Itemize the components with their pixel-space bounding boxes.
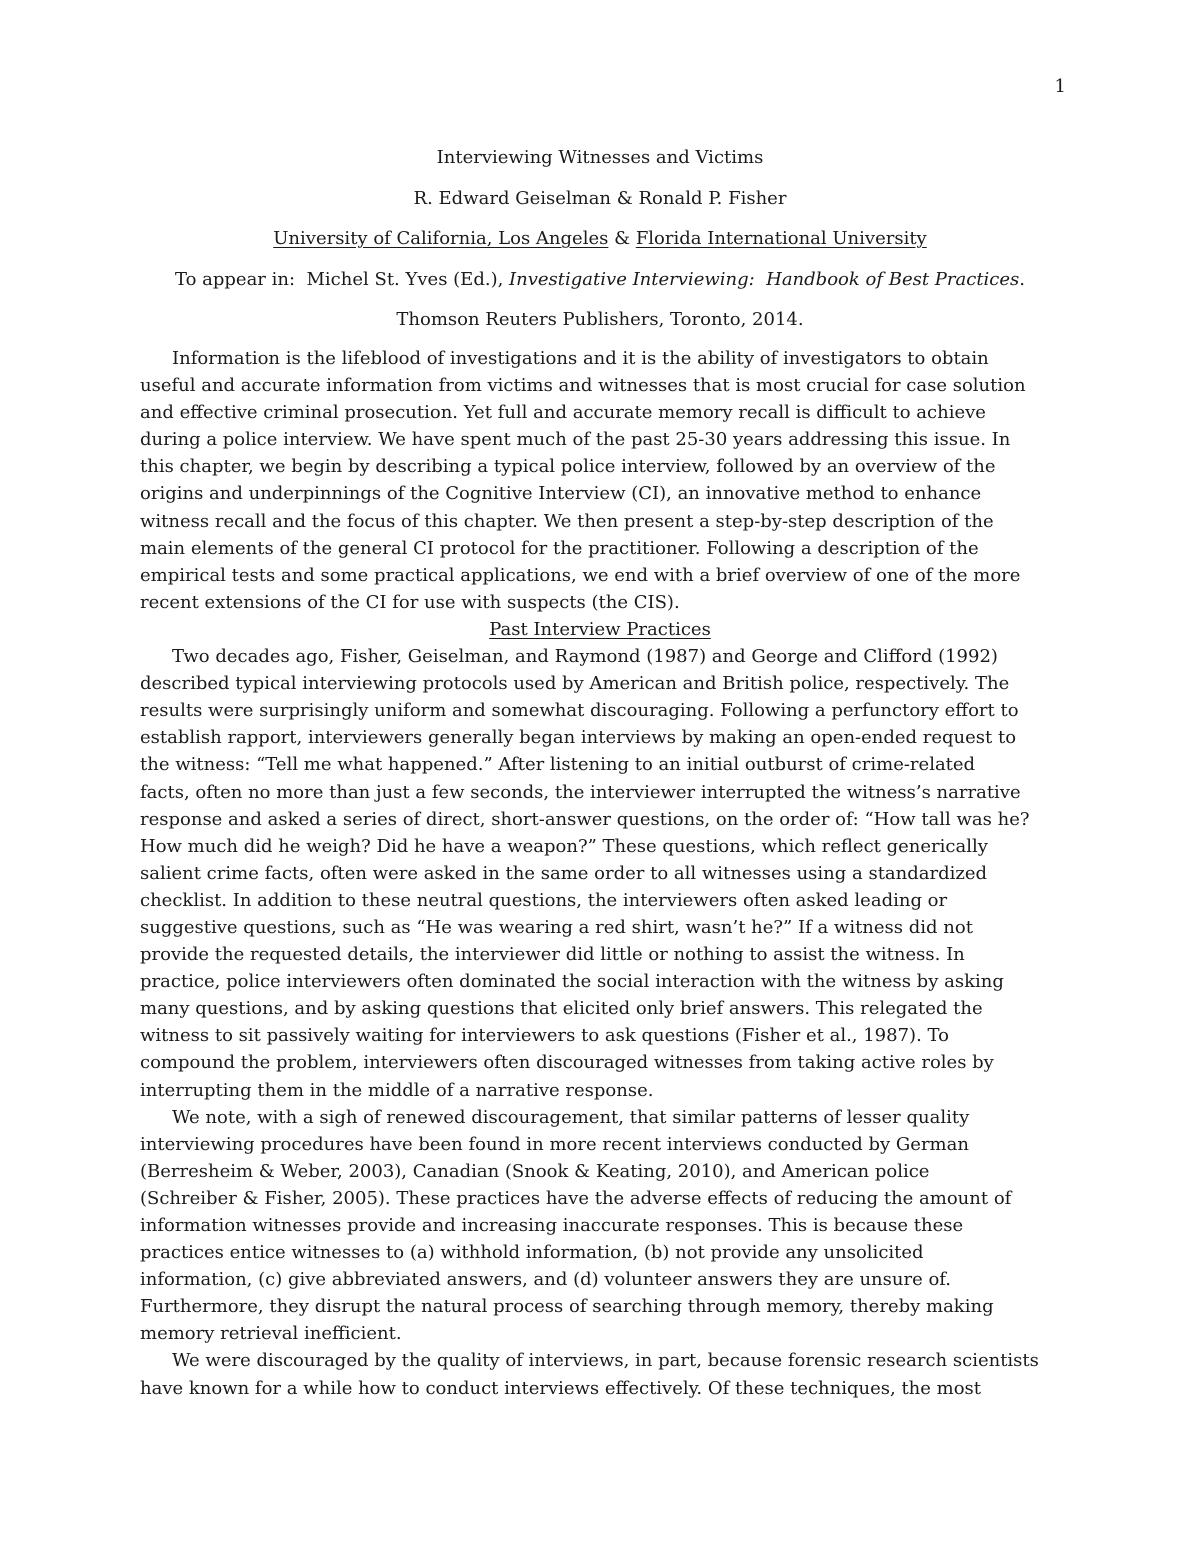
affiliation-joiner: & xyxy=(608,228,636,250)
text-line: have known for a while how to conduct interviews effectively. Of these techniques, the most xyxy=(140,1377,982,1399)
text-line: Two decades ago, Fisher, Geiselman, and Raymond (1987) and George and Clifford (1992) xyxy=(172,646,998,668)
text-line: provide the requested details, the interviewer did little or nothing to assist the witness. In xyxy=(140,944,965,966)
text-line: main elements of the general CI protocol for the practitioner. Following a description of the xyxy=(140,537,979,559)
intro-paragraph xyxy=(140,345,1060,616)
text-line: suggestive questions, such as “He was wearing a red shirt, wasn’t he?” If a witness did not xyxy=(140,916,973,938)
text-line: during a police interview. We have spent much of the past 25-30 years addressing this issue. In xyxy=(140,429,1011,451)
text-line: witness to sit passively waiting for interviewers to ask questions (Fisher et al., 1987). To xyxy=(140,1025,949,1047)
text-line: described typical interviewing protocols used by American and British police, respectively. The xyxy=(140,673,1010,695)
paragraph-past-practices xyxy=(140,643,1060,1104)
paragraph-renewed-discouragement xyxy=(140,1104,1060,1348)
text-line: (Berresheim & Weber, 2003), Canadian (Snook & Keating, 2010), and American police xyxy=(140,1160,930,1182)
text-line: We note, with a sigh of renewed discouragement, that similar patterns of lesser quality xyxy=(172,1106,970,1128)
text-line: origins and underpinnings of the Cognitive Interview (CI), an innovative method to enhance xyxy=(140,483,982,505)
text-line: compound the problem, interviewers often discouraged witnesses from taking active roles by xyxy=(140,1052,994,1074)
text-line: empirical tests and some practical applications, we end with a brief overview of one of the more xyxy=(140,564,1021,586)
text-line: facts, often no more than just a few seconds, the interviewer interrupted the witness’s narrative xyxy=(140,781,1021,803)
text-line: information, (c) give abbreviated answers, and (d) volunteer answers they are unsure of. xyxy=(140,1269,952,1291)
text-line: establish rapport, interviewers generally began interviews by making an open-ended request to xyxy=(140,727,1017,749)
affiliation-fiu: Florida International University xyxy=(635,228,927,250)
text-line: Furthermore, they disrupt the natural process of searching through memory, thereby making xyxy=(140,1296,994,1318)
book-title: Investigative Interviewing: Handbook of Best Practices xyxy=(509,268,1020,290)
text-line: many questions, and by asking questions that elicited only brief answers. This relegated the xyxy=(140,998,983,1020)
text-line: We were discouraged by the quality of interviews, in part, because forensic research scientists xyxy=(172,1350,1039,1372)
text-line: this chapter, we begin by describing a typical police interview, followed by an overview of the xyxy=(140,456,996,478)
section-heading: Past Interview Practices xyxy=(489,618,711,640)
chapter-title: Interviewing Witnesses and Victims xyxy=(436,147,764,168)
publisher-line: Thomson Reuters Publishers, Toronto, 2014. xyxy=(396,309,804,331)
title-block xyxy=(140,144,1060,333)
text-line: recent extensions of the CI for use with suspects (the CIS). xyxy=(140,591,680,613)
text-line: the witness: “Tell me what happened.” After listening to an initial outburst of crime-related xyxy=(140,754,976,776)
text-line: useful and accurate information from victims and witnesses that is most crucial for case solution xyxy=(140,375,1026,397)
citation-suffix: . xyxy=(1019,268,1026,290)
text-line: interviewing procedures have been found in more recent interviews conducted by German xyxy=(140,1133,969,1155)
text-line: How much did he weigh? Did he have a weapon?” These questions, which reflect generically xyxy=(140,835,988,857)
text-line: (Schreiber & Fisher, 2005). These practices have the adverse effects of reducing the amount of xyxy=(140,1187,1012,1209)
text-line: salient crime facts, often were asked in the same order to all witnesses using a standardized xyxy=(140,862,988,884)
text-line: witness recall and the focus of this chapter. We then present a step-by-step description of the xyxy=(140,510,994,532)
affiliation-ucla: University of California, Los Angeles xyxy=(273,228,609,250)
text-line: results were surprisingly uniform and somewhat discouraging. Following a perfunctory effort to xyxy=(140,700,1019,722)
text-line: information witnesses provide and increasing inaccurate responses. This is because these xyxy=(140,1215,964,1236)
text-line: practices entice witnesses to (a) withhold information, (b) not provide any unsolicited xyxy=(140,1242,924,1264)
text-line: memory retrieval inefficient. xyxy=(140,1323,402,1345)
page-number: 1 xyxy=(1054,76,1066,97)
text-line: practice, police interviewers often dominated the social interaction with the witness by asking xyxy=(140,971,1004,993)
authors-line: R. Edward Geiselman & Ronald P. Fisher xyxy=(413,187,787,209)
citation-line xyxy=(140,266,1060,293)
text-line: response and asked a series of direct, short-answer questions, on the order of: “How tall was he? xyxy=(140,808,1030,830)
text-line: checklist. In addition to these neutral questions, the interviewers often asked leading or xyxy=(140,889,948,911)
citation-prefix: To appear in: Michel St. Yves (Ed.), xyxy=(174,268,510,290)
affiliation-line xyxy=(140,225,1060,252)
body-text xyxy=(140,345,1060,1402)
text-line: Information is the lifeblood of investigations and it is the ability of investigators to obtain xyxy=(172,348,989,369)
paragraph-interview-quality xyxy=(140,1347,1060,1401)
text-line: interrupting them in the middle of a narrative response. xyxy=(140,1079,654,1101)
text-line: and effective criminal prosecution. Yet full and accurate memory recall is difficult to achieve xyxy=(140,402,986,424)
